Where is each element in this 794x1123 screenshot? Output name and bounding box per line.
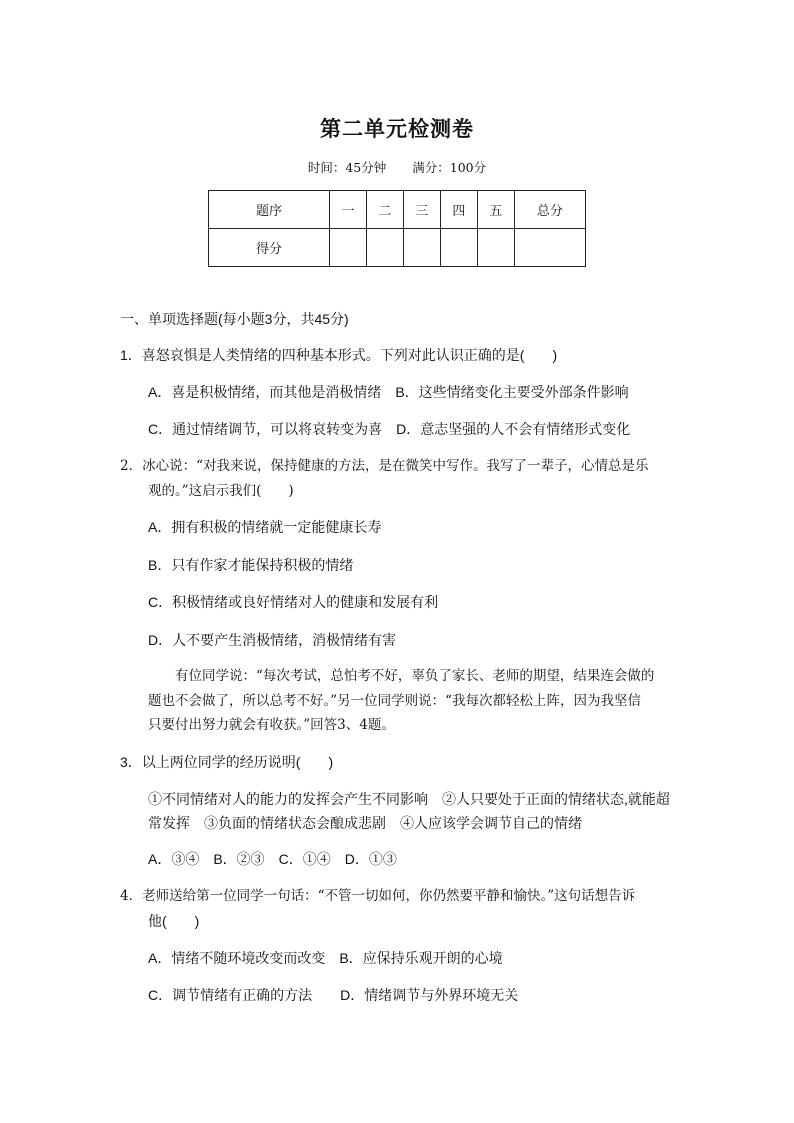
score-cell-3: [403, 229, 440, 267]
q2-option-c: C．积极情绪或良好情绪对人的健康和发展有利: [148, 594, 439, 610]
q2-option-d: D．人不要产生消极情绪，消极情绪有害: [148, 632, 397, 648]
q3-stem: 3．以上两位同学的经历说明( ): [120, 754, 334, 770]
exam-meta: [0, 158, 794, 176]
q4-stem-line1: 4．老师送给第一位同学一句话：“不管一切如何，你仍然要平静和愉快。”这句话想告诉: [120, 888, 636, 904]
score-table-score-row: [209, 229, 586, 267]
q1-options-ab: A．喜是积极情绪，而其他是消极情绪 B．这些情绪变化主要受外部条件影响: [148, 384, 629, 400]
col-5: 五: [477, 191, 514, 229]
score-cell-1: [330, 229, 367, 267]
time-limit: 时间：45分钟: [307, 160, 387, 175]
page-title: 第二单元检测卷: [320, 116, 474, 141]
row-label: 题序: [209, 191, 330, 229]
passage-line1: 有位同学说：“每次考试，总怕考不好，辜负了家长、老师的期望，结果连会做的: [175, 668, 655, 684]
full-score: 满分：100分: [412, 160, 487, 175]
score-table: [208, 190, 586, 267]
score-cell-5: [477, 229, 514, 267]
col-2: 二: [366, 191, 403, 229]
q1-options-cd: C．通过情绪调节，可以将哀转变为喜 D．意志坚强的人不会有情绪形式变化: [148, 421, 631, 437]
score-cell-total: [514, 229, 585, 267]
passage-line3: 只要付出努力就会有收获。”回答3、4题。: [148, 717, 395, 733]
q1-stem: 1．喜怒哀惧是人类情绪的四种基本形式。下列对此认识正确的是( ): [120, 347, 558, 363]
q3-statements-line2: 常发挥 ③负面的情绪状态会酿成悲剧 ④人应该学会调节自己的情绪: [148, 815, 582, 831]
col-4: 四: [440, 191, 477, 229]
q2-option-a: A．拥有积极的情绪就一定能健康长寿: [148, 519, 382, 535]
q4-stem-line2: 他( ): [148, 913, 200, 929]
col-total: 总分: [514, 191, 585, 229]
q3-options: A．③④ B．②③ C．①④ D．①③: [148, 851, 397, 867]
q2-stem-line1: 2．冰心说：“对我来说，保持健康的方法，是在微笑中写作。我写了一辈子，心情总是乐: [120, 458, 649, 474]
score-table-header-row: [209, 191, 586, 229]
col-1: 一: [330, 191, 367, 229]
score-label: 得分: [209, 229, 330, 267]
q4-options-cd: C．调节情绪有正确的方法 D．情绪调节与外界环境无关: [148, 987, 519, 1003]
q3-statements-line1: ①不同情绪对人的能力的发挥会产生不同影响 ②人只要处于正面的情绪状态,就能超: [148, 791, 670, 807]
passage-line2: 题也不会做了，所以总考不好。”另一位同学则说：“我每次都轻松上阵，因为我坚信: [148, 693, 642, 709]
col-3: 三: [403, 191, 440, 229]
score-cell-4: [440, 229, 477, 267]
section-heading: 一、单项选择题(每小题3分，共45分): [120, 311, 349, 327]
q4-options-ab: A．情绪不随环境改变而改变 B．应保持乐观开朗的心境: [148, 950, 503, 966]
score-cell-2: [366, 229, 403, 267]
q2-option-b: B．只有作家才能保持积极的情绪: [148, 557, 354, 573]
q2-stem-line2: 观的。”这启示我们( ): [148, 483, 294, 499]
